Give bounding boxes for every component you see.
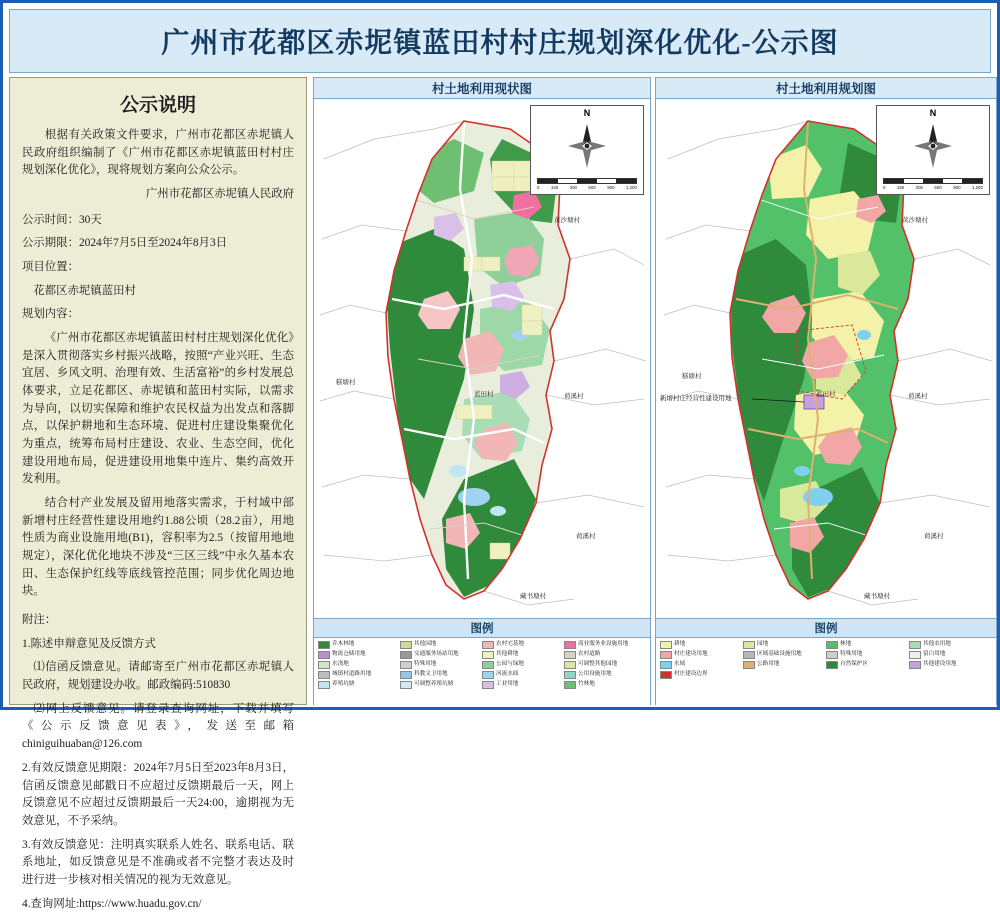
map-panel-existing-land-use — [313, 77, 651, 705]
legend-swatch — [909, 641, 921, 649]
notice-footer-4: 2.有效反馈意见期限：2024年7月5日至2023年8月3日，信函反馈意见邮戳日不应超过反馈期最后一天，网上反馈意见不应超过反馈期最后一天24:00，逾期视为无效意见，不予采纳。 — [22, 761, 294, 827]
map-left-compass-inset — [530, 105, 644, 195]
legend-swatch — [660, 651, 672, 659]
legend-label: 公用设施用地 — [578, 671, 612, 678]
legend-label: 可调整其他园地 — [578, 661, 618, 668]
legend-swatch — [909, 651, 921, 659]
legend-label: 乔木林地 — [332, 641, 355, 648]
legend-swatch — [743, 651, 755, 659]
scale-tick-1: 150 — [550, 185, 559, 190]
legend-label: 水域 — [674, 661, 686, 668]
legend-label: 其他农用地 — [923, 641, 951, 648]
notice-issuer: 广州市花都区赤坭镇人民政府 — [145, 188, 294, 201]
notice-period: 公示期限：2024年7月5日至2024年8月3日 — [22, 237, 228, 250]
scale-tick-3: 600 — [934, 185, 942, 190]
village-label: 藏书塘村 — [520, 593, 546, 600]
legend-item — [826, 661, 909, 669]
legend-label: 村庄建设用地 — [674, 651, 708, 658]
map-right-legend — [656, 638, 996, 706]
legend-label: 科教文卫用地 — [414, 671, 448, 678]
scalebar-blocks — [537, 178, 637, 184]
legend-swatch — [564, 651, 576, 659]
village-label: 藏书塘村 — [864, 593, 890, 600]
village-label: 荷溪村 — [576, 533, 596, 540]
notice-panel — [9, 77, 307, 910]
legend-label: 公园与绿地 — [496, 661, 524, 668]
village-label: 糕塘村 — [336, 379, 356, 386]
legend-label: 区域基础设施用地 — [757, 651, 802, 658]
legend-item — [564, 651, 646, 659]
map-left-title: 村土地利用现状图 — [314, 78, 650, 99]
map-panel-planned-land-use — [655, 77, 997, 705]
legend-label: 其他建设用地 — [923, 661, 957, 668]
new-commercial-land-annotation: 新增村庄经营性建设用地 — [660, 395, 732, 402]
legend-swatch — [482, 671, 494, 679]
legend-label: 自然保护区 — [840, 661, 868, 668]
notice-content-2: 结合村产业发展及留用地落实需求，于村域中部新增村庄经营性建设用地约1.88公顷（28.2亩），用地性质为商业设施用地(B1)，容积率为2.5（按留用地地规定），深化优化地块不涉及“三区三线”中永久基本农田、生态保护红线等底线管控范围；同步优化周边地块。 — [22, 497, 294, 598]
scale-tick-1: 150 — [896, 185, 905, 190]
legend-label: 公路用地 — [757, 661, 780, 668]
legend-swatch — [564, 681, 576, 689]
compass-icon — [910, 120, 956, 172]
legend-item — [826, 641, 909, 649]
legend-swatch — [564, 641, 576, 649]
map-left-legend-title: 图例 — [314, 618, 650, 638]
legend-item — [660, 671, 743, 679]
legend-swatch — [318, 661, 330, 669]
legend-label: 养殖坑塘 — [332, 681, 355, 688]
scale-tick-4: 900 — [953, 185, 961, 190]
legend-item — [318, 681, 400, 689]
legend-item — [909, 641, 992, 649]
legend-item — [482, 661, 564, 669]
legend-swatch — [482, 641, 494, 649]
legend-label: 河流水面 — [496, 671, 519, 678]
scale-tick-4: 900 — [607, 185, 615, 190]
map-left-canvas[interactable] — [314, 99, 650, 618]
scalebar-blocks — [883, 178, 983, 184]
legend-label: 村庄建设边界 — [674, 671, 708, 678]
scale-tick-2: 300 — [915, 185, 923, 190]
compass-icon — [564, 120, 610, 172]
notice-location-value: 花都区赤坭镇蓝田村 — [33, 284, 136, 297]
legend-label: 留白用地 — [923, 651, 946, 658]
map-left-scalebar — [537, 178, 637, 190]
notice-footer-2: ⑴信函反馈意见。请邮寄至广州市花都区赤坭镇人民政府，规划建设办收。邮政编码:510830 — [22, 661, 294, 692]
legend-swatch — [826, 641, 838, 649]
scale-tick-3: 600 — [588, 185, 596, 190]
legend-item — [318, 651, 400, 659]
legend-swatch — [660, 671, 672, 679]
north-letter: N — [583, 108, 591, 118]
legend-item — [564, 671, 646, 679]
page-title-bar — [9, 9, 991, 73]
legend-label: 商业服务业设施用地 — [578, 641, 629, 648]
legend-swatch — [482, 651, 494, 659]
legend-item — [400, 661, 482, 669]
legend-label: 物流仓储用地 — [332, 651, 366, 658]
scale-tick-0: 0 — [537, 185, 540, 190]
legend-item — [909, 661, 992, 669]
legend-label: 其他园地 — [414, 641, 437, 648]
legend-item — [482, 641, 564, 649]
legend-label: 其他耕地 — [496, 651, 519, 658]
notice-footer-6: 4.查询网址:https://www.huadu.gov.cn/ — [22, 897, 202, 910]
legend-item — [400, 681, 482, 689]
legend-label: 水浇地 — [332, 661, 349, 668]
legend-swatch — [564, 671, 576, 679]
legend-label: 特殊用地 — [840, 651, 863, 658]
legend-swatch — [909, 661, 921, 669]
legend-label: 耕地 — [674, 641, 686, 648]
legend-swatch — [400, 651, 412, 659]
notice-content-1: 《广州市花都区赤坭镇蓝田村村庄规划深化优化》是深入贯彻落实乡村振兴战略，按照“产业兴旺、生态宜居、乡风文明、治理有效、生活富裕”的乡村发展总体要求，立足花都区、赤坭镇和蓝田村实际，以需求为导向，以切实保障和维护农民权益为出发点和落脚点，以保护耕地和生态环境、促进村庄建设集聚优化为重点，统筹布局村庄建设、农业、生态空间，优化建设用地布局，促进建设用地集中连片、集约高效开发利用。 — [22, 332, 294, 486]
legend-item — [400, 641, 482, 649]
village-label: 黄沙塘村 — [902, 217, 928, 224]
village-label: 蓝田村 — [816, 391, 836, 398]
legend-item — [743, 651, 826, 659]
legend-item — [318, 671, 400, 679]
legend-item — [564, 661, 646, 669]
legend-item — [660, 641, 743, 649]
notice-duration: 公示时间：30天 — [22, 213, 102, 226]
legend-label: 城镇村道路用地 — [332, 671, 372, 678]
legend-label: 竹林地 — [578, 681, 595, 688]
legend-swatch — [400, 641, 412, 649]
legend-item — [400, 651, 482, 659]
legend-swatch — [482, 661, 494, 669]
village-label: 荷溪村 — [564, 393, 584, 400]
legend-swatch — [660, 641, 672, 649]
legend-label: 农村道路 — [578, 651, 601, 658]
map-right-legend-title: 图例 — [656, 618, 996, 638]
legend-swatch — [743, 661, 755, 669]
legend-item — [318, 661, 400, 669]
notice-heading: 公示说明 — [119, 95, 196, 116]
legend-swatch — [826, 651, 838, 659]
notice-paragraph-1: 根据有关政策文件要求，广州市花都区赤坭镇人民政府组织编制了《广州市花都区赤坭镇蓝田村村庄规划深化优化》，现将规划方案向公众公示。 — [22, 129, 294, 177]
legend-label: 林地 — [840, 641, 852, 648]
page-title: 广州市花都区赤坭镇蓝田村村庄规划深化优化-公示图 — [161, 28, 839, 59]
map-right-compass-inset — [876, 105, 990, 195]
north-letter: N — [929, 108, 937, 118]
map-right-scalebar — [883, 178, 983, 190]
legend-swatch — [318, 671, 330, 679]
map-right-canvas[interactable] — [656, 99, 996, 618]
legend-item — [564, 681, 646, 689]
legend-item — [400, 671, 482, 679]
legend-item — [564, 641, 646, 649]
notice-content-label: 规划内容： — [22, 308, 79, 321]
village-label: 黄沙塘村 — [554, 217, 580, 224]
legend-swatch — [660, 661, 672, 669]
legend-swatch — [318, 681, 330, 689]
legend-swatch — [826, 661, 838, 669]
legend-label: 交通服务场站用地 — [414, 651, 459, 658]
legend-item — [743, 641, 826, 649]
scale-tick-2: 300 — [569, 185, 577, 190]
legend-item — [482, 671, 564, 679]
notice-footer-3: ⑵网上反馈意见。请登录查询网址，下载并填写《公示反馈意见表》，发送至邮箱 chiniguihuaban@126.com — [22, 702, 294, 751]
legend-item — [482, 681, 564, 689]
notice-footer-1: 1.陈述申辩意见及反馈方式 — [22, 637, 156, 650]
village-label: 糕塘村 — [682, 373, 702, 380]
legend-swatch — [400, 671, 412, 679]
legend-swatch — [318, 641, 330, 649]
legend-label: 园地 — [757, 641, 769, 648]
scale-tick-5: 1,200 — [625, 185, 637, 190]
legend-swatch — [318, 651, 330, 659]
legend-item — [482, 651, 564, 659]
notice-footer-5: 3.有效反馈意见：注明真实联系人姓名、联系电话、联系地址，如反馈意见是不准确或者不完整才表达及时进行进一步核对相关情况的视为无效意见。 — [22, 838, 294, 886]
legend-item — [318, 641, 400, 649]
legend-swatch — [482, 681, 494, 689]
village-label: 荷溪村 — [908, 393, 928, 400]
scale-tick-5: 1,200 — [971, 185, 983, 190]
village-label: 蓝田村 — [474, 391, 494, 398]
legend-swatch — [743, 641, 755, 649]
legend-item — [743, 661, 826, 669]
legend-label: 工业用地 — [496, 681, 519, 688]
legend-swatch — [400, 661, 412, 669]
legend-item — [660, 651, 743, 659]
notice-location-label: 项目位置： — [22, 261, 79, 274]
scale-tick-0: 0 — [883, 185, 886, 190]
legend-item — [660, 661, 743, 669]
legend-item — [826, 651, 909, 659]
legend-swatch — [564, 661, 576, 669]
legend-swatch — [400, 681, 412, 689]
legend-label: 农村宅基地 — [496, 641, 524, 648]
notice-footer-title: 附注： — [22, 614, 57, 627]
map-right-title: 村土地利用规划图 — [656, 78, 996, 99]
map-left-legend — [314, 638, 650, 706]
village-label: 荷溪村 — [924, 533, 944, 540]
legend-item — [909, 651, 992, 659]
legend-label: 可调整养殖坑塘 — [414, 681, 454, 688]
legend-label: 特殊用地 — [414, 661, 437, 668]
